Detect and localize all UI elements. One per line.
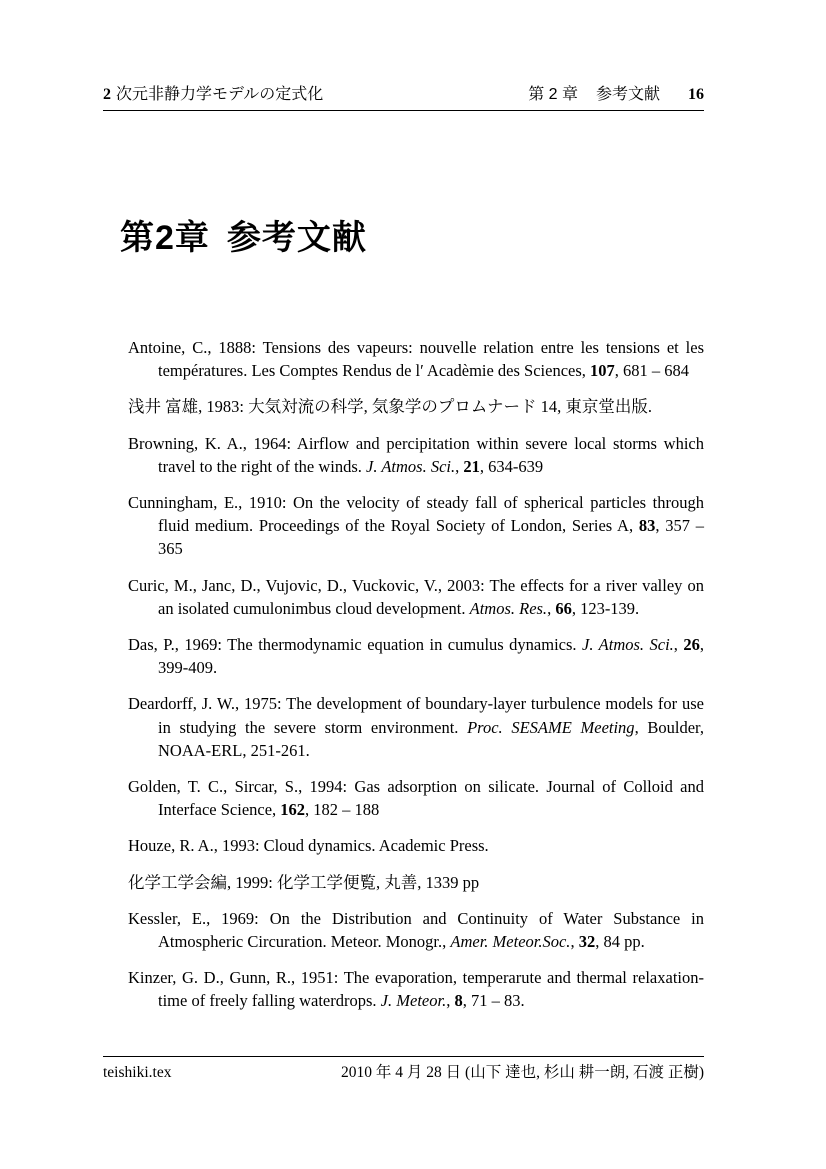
reference-text: Deardorff, J. W., 1975: The development of boundary-layer turbulence models for use in studying the severe storm environment. <box>128 694 704 737</box>
footer-rule <box>103 1056 704 1057</box>
volume-number: 107 <box>590 361 615 381</box>
page-footer <box>103 1056 704 1083</box>
reference-text: , <box>446 991 455 1011</box>
chapter-title <box>120 216 367 260</box>
reference-text: Das, P., 1969: The thermodynamic equation in cumulus dynamics. <box>128 635 583 655</box>
reference-text: Golden, T. C., Sircar, S., 1994: Gas adsorption on silicate. Journal of Colloid and Interface Science, <box>128 777 704 820</box>
journal-name: Atmos. Res. <box>469 598 548 618</box>
reference-text: , 399-409. <box>158 635 704 678</box>
footer-row <box>103 1063 704 1083</box>
reference-text: Curic, M., Janc, D., Vujovic, D., Vuckovic, V., 2003: The effects for a river valley on an isolated cumulonimbus cloud development. <box>128 575 704 618</box>
reference-text: Kessler, E., 1969: On the Distribution and Continuity of Water Substance in Atmospheric Circuration. Meteor. Monogr., <box>128 908 704 952</box>
volume-number: 26 <box>683 635 700 655</box>
reference-text: Browning, K. A., 1964: Airflow and percipitation within severe local storms which travel to the right of the winds. <box>128 433 704 476</box>
reference-entry <box>128 491 704 561</box>
volume-number: 83 <box>638 516 656 536</box>
reference-text: , 357 – 365 <box>158 516 704 559</box>
footer-date-authors: 2010 年 4 月 28 日 (山下 達也, 杉山 耕一朗, 石渡 正樹) <box>341 1064 704 1081</box>
reference-entry <box>128 834 704 857</box>
header-section-label: 参考文献 <box>595 86 660 103</box>
reference-text: , 634-639 <box>479 456 544 476</box>
reference-text: , <box>547 598 556 618</box>
reference-entry <box>128 395 704 418</box>
reference-text: Antoine, C., 1888: Tensions des vapeurs: nouvelle relation entre les tensions et les températures. Les Comptes Rendus de l′ Acadèmie des Sciences, <box>128 338 704 381</box>
reference-text: 化学工学会編, 1999: 化学工学便覧, 丸善, 1339 pp <box>128 872 480 892</box>
reference-entry <box>128 574 704 620</box>
reference-list <box>128 336 704 1026</box>
reference-text: , Boulder, NOAA-ERL, 251-261. <box>158 717 704 760</box>
journal-name: J. Atmos. Sci. <box>582 635 674 655</box>
reference-entry <box>128 907 704 953</box>
reference-text: , <box>455 456 464 476</box>
header-rule <box>103 110 704 111</box>
chapter-name: 参考文献 <box>226 219 367 257</box>
header-left-title <box>103 85 323 105</box>
reference-entry <box>128 336 704 382</box>
chapter-number: 第2章 <box>120 219 210 257</box>
volume-number: 8 <box>454 991 463 1011</box>
header-left-text: 次元非静力学モデルの定式化 <box>116 86 324 103</box>
reference-text: Houze, R. A., 1993: Cloud dynamics. Academic Press. <box>128 836 489 856</box>
footer-filename: teishiki.tex <box>103 1064 172 1081</box>
reference-text: , 182 – 188 <box>305 800 380 820</box>
volume-number: 32 <box>578 932 596 952</box>
reference-text: , <box>673 635 684 655</box>
header-chapter-number: 2 <box>103 86 111 103</box>
reference-entry <box>128 966 704 1012</box>
volume-number: 21 <box>463 456 480 476</box>
header-chapter-label: 第 2 章 <box>528 86 578 103</box>
page-number: 16 <box>688 86 704 103</box>
reference-text: 浅井 富雄, 1983: 大気対流の科学, 気象学のプロムナード 14, 東京堂出版. <box>128 397 653 417</box>
reference-entry <box>128 692 704 762</box>
reference-text: , <box>570 932 579 952</box>
reference-entry <box>128 432 704 478</box>
journal-name: J. Meteor. <box>380 991 447 1011</box>
volume-number: 66 <box>555 598 572 618</box>
reference-text: Cunningham, E., 1910: On the velocity of steady fall of spherical particles through fluid medium. Proceedings of the Royal Society of London, Series A, <box>128 493 704 536</box>
journal-name: J. Atmos. Sci. <box>366 456 456 476</box>
reference-text: , 123-139. <box>571 598 640 618</box>
volume-number: 162 <box>280 800 306 820</box>
reference-text: , 71 – 83. <box>462 991 525 1011</box>
journal-name: Proc. SESAME Meeting <box>467 717 635 737</box>
reference-entry <box>128 775 704 821</box>
page-header <box>103 85 704 111</box>
reference-text: Kinzer, G. D., Gunn, R., 1951: The evaporation, temperarute and thermal relaxation-time of freely falling waterdrops. <box>128 968 704 1011</box>
header-row <box>103 85 704 105</box>
header-right-group <box>528 85 704 105</box>
journal-name: Amer. Meteor.Soc. <box>450 932 571 952</box>
reference-entry <box>128 871 704 894</box>
reference-text: , 681 – 684 <box>614 361 690 381</box>
reference-text: , 84 pp. <box>595 932 645 952</box>
reference-entry <box>128 633 704 679</box>
